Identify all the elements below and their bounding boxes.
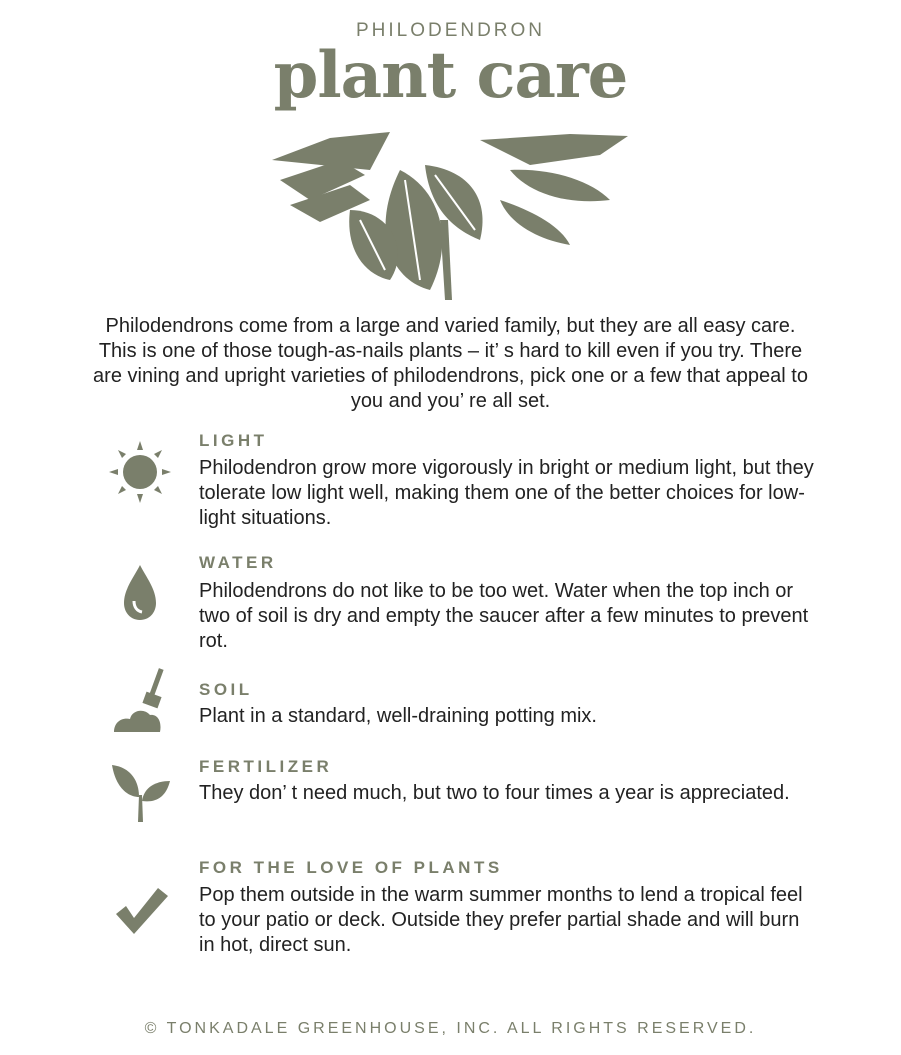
shovel-soil-icon bbox=[104, 662, 176, 734]
tropical-leaves-icon bbox=[270, 130, 632, 302]
plant-name-eyebrow: PHILODENDRON bbox=[355, 20, 546, 41]
sprout-icon bbox=[104, 757, 176, 829]
section-label: FOR THE LOVE OF PLANTS bbox=[199, 858, 503, 877]
sun-icon bbox=[104, 436, 176, 508]
water-drop-icon bbox=[104, 557, 176, 629]
page-title: plant care bbox=[273, 38, 628, 113]
section-body: Philodendron grow more vigorously in bright or medium light, but they tolerate low light well, making them one of the better choices for low-light situations. bbox=[199, 457, 814, 529]
section-label: SOIL bbox=[199, 680, 253, 699]
section-label: FERTILIZER bbox=[199, 757, 333, 776]
intro-paragraph: Philodendrons come from a large and varied family, but they are all easy care. This is one of those tough-as-nails plants – it’ s hard to kill even if you try. There are vining and upright varieties of philodendrons, pick one or a few that appeal to you and you’ re all set. bbox=[93, 315, 808, 412]
section-body: Philodendrons do not like to be too wet. Water when the top inch or two of soil is dry and empty the saucer after a few minutes to prevent rot. bbox=[199, 580, 809, 652]
section-label: WATER bbox=[199, 553, 277, 572]
section-label: LIGHT bbox=[199, 431, 268, 450]
section-body: They don’ t need much, but two to four times a year is appreciated. bbox=[199, 782, 790, 804]
section-body: Pop them outside in the warm summer months to lend a tropical feel to your patio or deck. Outside they prefer partial shade and will burn in hot, direct sun. bbox=[199, 884, 803, 956]
checkmark-icon bbox=[104, 876, 176, 948]
section-body: Plant in a standard, well-draining potting mix. bbox=[199, 705, 597, 727]
copyright-footer: © TONKADALE GREENHOUSE, INC. ALL RIGHTS RESERVED. bbox=[144, 1020, 757, 1037]
